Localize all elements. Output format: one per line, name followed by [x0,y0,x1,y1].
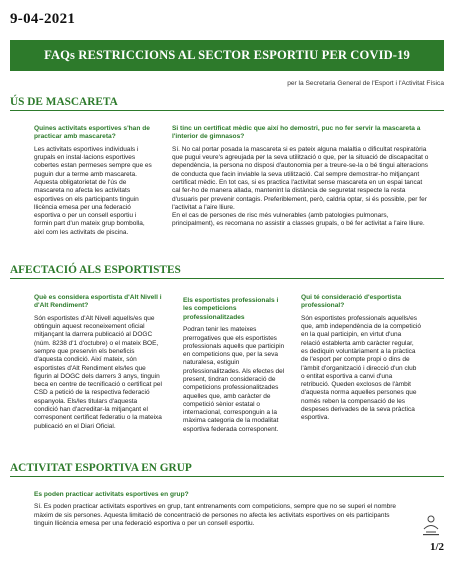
faq-mascareta-obligatori [34,125,154,237]
faq-question: Els esportistes professionals i les competicions professionalitzades [183,297,279,321]
page-number: 1/2 [429,541,444,553]
title-banner [10,40,444,71]
section-heading-grup: ACTIVITAT ESPORTIVA EN GRUP [10,462,444,477]
byline: per la Secretaria General de l'Esport i l'Activitat Física [287,80,444,87]
faq-question: Qui té consideració d'esportista professional? [301,294,402,310]
faq-answer: Són esportistes professionals aquells/es que, amb independència de la competició en la qual participin, en virtut d'una relació establerta amb caràcter regular, es dediquin voluntàriament a la pràctica de l'esport per compte propi o dins de l'àmbit d'organització i direcció d'un club o entitat esportiva a canvi d'una retribució. Queden exclosos de l'àmbit d'aquesta norma aquelles persones que només reben la compensació de les despeses derivades de la seva pràctica esportiva. [301,314,421,422]
secretaria-esport-logo-icon [420,513,442,537]
document-title: FAQs RESTRICCIONS AL SECTOR ESPORTIU PER COVID-19 [44,48,410,62]
faq-question: Si tinc un certificat mèdic que així ho demostri, puc no fer servir la mascareta a l'interior de gimnasos? [172,125,421,141]
document-date: 9-04-2021 [10,11,76,27]
faq-question: Què es considera esportista d'Alt Nivell i d'Alt Rendiment? [34,294,162,310]
faq-question: Quines activitats esportives s'han de practicar amb mascareta? [34,125,150,141]
faq-alt-nivell [34,294,162,431]
faq-answer: Sí. Es poden practicar activitats esportives en grup, tant entrenaments com competicions, sempre que no se superi el nombre màxim de sis persones. Aquesta limitació de concentració de persones no afecta les activitats esportives on els participants tinguin llicència emesa per una federació esportiva o per un consell esportiu. [34,503,397,527]
faq-answer: Són esportistes d'Alt Nivell aquells/es que obtinguin aquest reconeixement oficial mitjançant la darrera publicació al DOGC (núm. 8238 d'1 d'octubre) o el mateix BOE, sempre que preservin els beneficis d'aquesta condició. Així mateix, són esportistes d'Alt Rendiment els/les que figurin al DOGC dels darrers 3 anys, tinguin beca en centre de tecnificació o certificat pel CSD a petició de la respectiva federació espanyola. Els/les titulars d'aquesta condició han d'acreditar-la mitjançant el corresponent certificat federatiu o la mateixa publicació en el Diari Oficial. [34,314,162,430]
section-heading-afectacio: AFECTACIÓ ALS ESPORTISTES [10,264,444,279]
faq-question: Es poden practicar activitats esportives en grup? [34,491,189,498]
faq-mascareta-certificat [172,125,432,229]
faq-answer-extra: En el cas de persones de risc més vulnerables (amb patologies pulmonars, principalment), es recomana no assistir a classes grupals, o bé fer activitat a l'aire lliure. [172,212,425,228]
faq-competicions-professionalitzades [183,297,289,434]
faq-answer: Podran tenir les mateixes prerrogatives que els esportistes professionals aquells que participin en competicions que, per la seva naturalesa, estiguin professionalitzades. Als efectes del present, tindran consideració de competicions professionalitzades aquelles que, amb caràcter de competició sènior estatal o internacional, corresponguin a la màxima categoria de la modalitat esportiva federada corresponent. [183,326,285,433]
faq-esportista-professional [301,294,421,423]
section-heading-mascareta: ÚS DE MASCARETA [10,96,444,111]
faq-answer: Les activitats esportives individuals i grupals en instal·lacions esportives cobertes estan permeses sempre que es puguin dur a terme amb mascareta. Aquesta obligatorietat de l'ús de mascareta no afecta les activitats esportives on els participants tinguin llicència emesa per una federació esportiva o per un consell esportiu i formin part d'un mateix grup bombolla, així com les activitats de piscina. [34,145,152,236]
faq-activitat-grup [34,491,410,528]
faq-answer: Sí. No cal portar posada la mascareta si es pateix alguna malaltia o dificultat respiratòria que pugui veure's agreujada per la seva utilització o que, per la situació de discapacitat o dependència, la persona no disposi d'autonomia per a treure-se-la o bé tingui alteracions de conducta que facin inviable la seva utilització. Cal sempre demostrar-ho mitjançant certificat mèdic. En tot cas, si es practica l'activitat sense mascareta en un espai tancat cal fer-ho de manera allada, mantenint la distància de seguretat respecte la resta d'usuaris per prevenir contagis. Preferiblement, però, caldria optar, si és possible, per fer l'activitat a l'aire lliure. [172,145,429,211]
